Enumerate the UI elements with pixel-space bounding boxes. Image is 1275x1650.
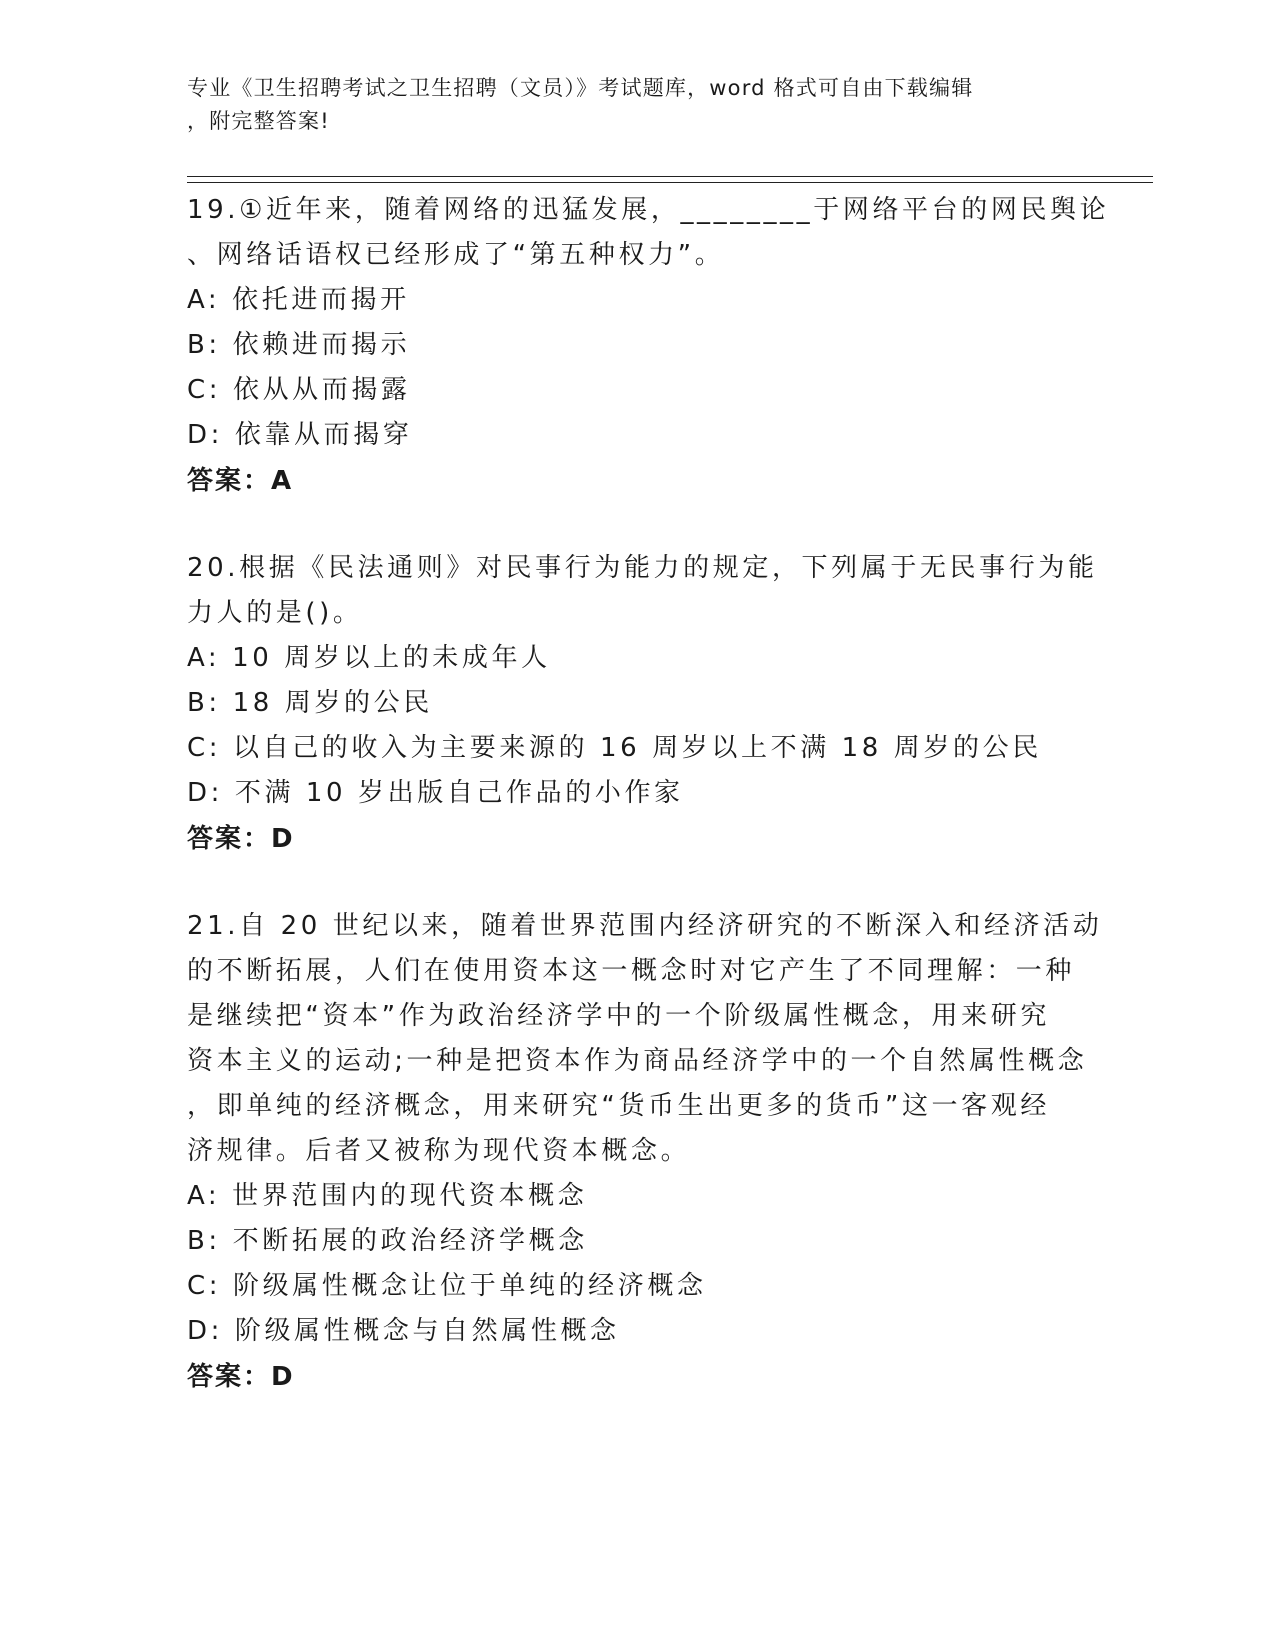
question-19: [187, 188, 1110, 504]
option-c: C: 依从从而揭露: [187, 375, 411, 405]
stem-line: 19.①近年来，随着网络的迅猛发展，________于网络平台的网民舆论: [187, 195, 1110, 225]
stem-line: 济规律。后者又被称为现代资本概念。: [187, 1136, 691, 1166]
option-a: A: 世界范围内的现代资本概念: [187, 1181, 588, 1211]
document-header: [187, 72, 1067, 138]
answer: 答案：D: [187, 824, 295, 854]
option-b: B: 不断拓展的政治经济学概念: [187, 1226, 588, 1256]
header-line: 专业《卫生招聘考试之卫生招聘（文员）》考试题库，word 格式可自由下载编辑: [187, 76, 974, 100]
option-d: D: 阶级属性概念与自然属性概念: [187, 1316, 620, 1346]
question-list: [187, 188, 1110, 1442]
stem-line: 21.自 20 世纪以来，随着世界范围内经济研究的不断深入和经济活动: [187, 911, 1103, 941]
stem-line: 的不断拓展，人们在使用资本这一概念时对它产生了不同理解：一种: [187, 956, 1076, 986]
answer: 答案：A: [187, 466, 294, 496]
question-20: [187, 546, 1098, 862]
question-stem: [187, 546, 1098, 636]
question-stem: [187, 188, 1110, 278]
option-a: A: 依托进而揭开: [187, 285, 410, 315]
stem-line: ，即单纯的经济概念，用来研究“货币生出更多的货币”这一客观经: [187, 1091, 1050, 1121]
option-c: C: 以自己的收入为主要来源的 16 周岁以上不满 18 周岁的公民: [187, 733, 1042, 763]
option-d: D: 不满 10 岁出版自己作品的小作家: [187, 778, 684, 808]
stem-line: 力人的是()。: [187, 598, 363, 628]
option-b: B: 18 周岁的公民: [187, 688, 433, 718]
header-divider-bottom: [187, 182, 1153, 183]
stem-line: 是继续把“资本”作为政治经济学中的一个阶级属性概念，用来研究: [187, 1001, 1050, 1031]
header-divider-top: [187, 176, 1153, 177]
option-b: B: 依赖进而揭示: [187, 330, 411, 360]
question-stem: [187, 904, 1103, 1174]
stem-line: 资本主义的运动;一种是把资本作为商品经济学中的一个自然属性概念: [187, 1046, 1088, 1076]
option-a: A: 10 周岁以上的未成年人: [187, 643, 551, 673]
header-line: ，附完整答案!: [187, 109, 330, 133]
answer: 答案：D: [187, 1362, 295, 1392]
stem-line: 20.根据《民法通则》对民事行为能力的规定，下列属于无民事行为能: [187, 553, 1098, 583]
question-21: [187, 904, 1103, 1400]
option-d: D: 依靠从而揭穿: [187, 420, 413, 450]
stem-line: 、网络话语权已经形成了“第五种权力”。: [187, 240, 725, 270]
option-c: C: 阶级属性概念让位于单纯的经济概念: [187, 1271, 707, 1301]
